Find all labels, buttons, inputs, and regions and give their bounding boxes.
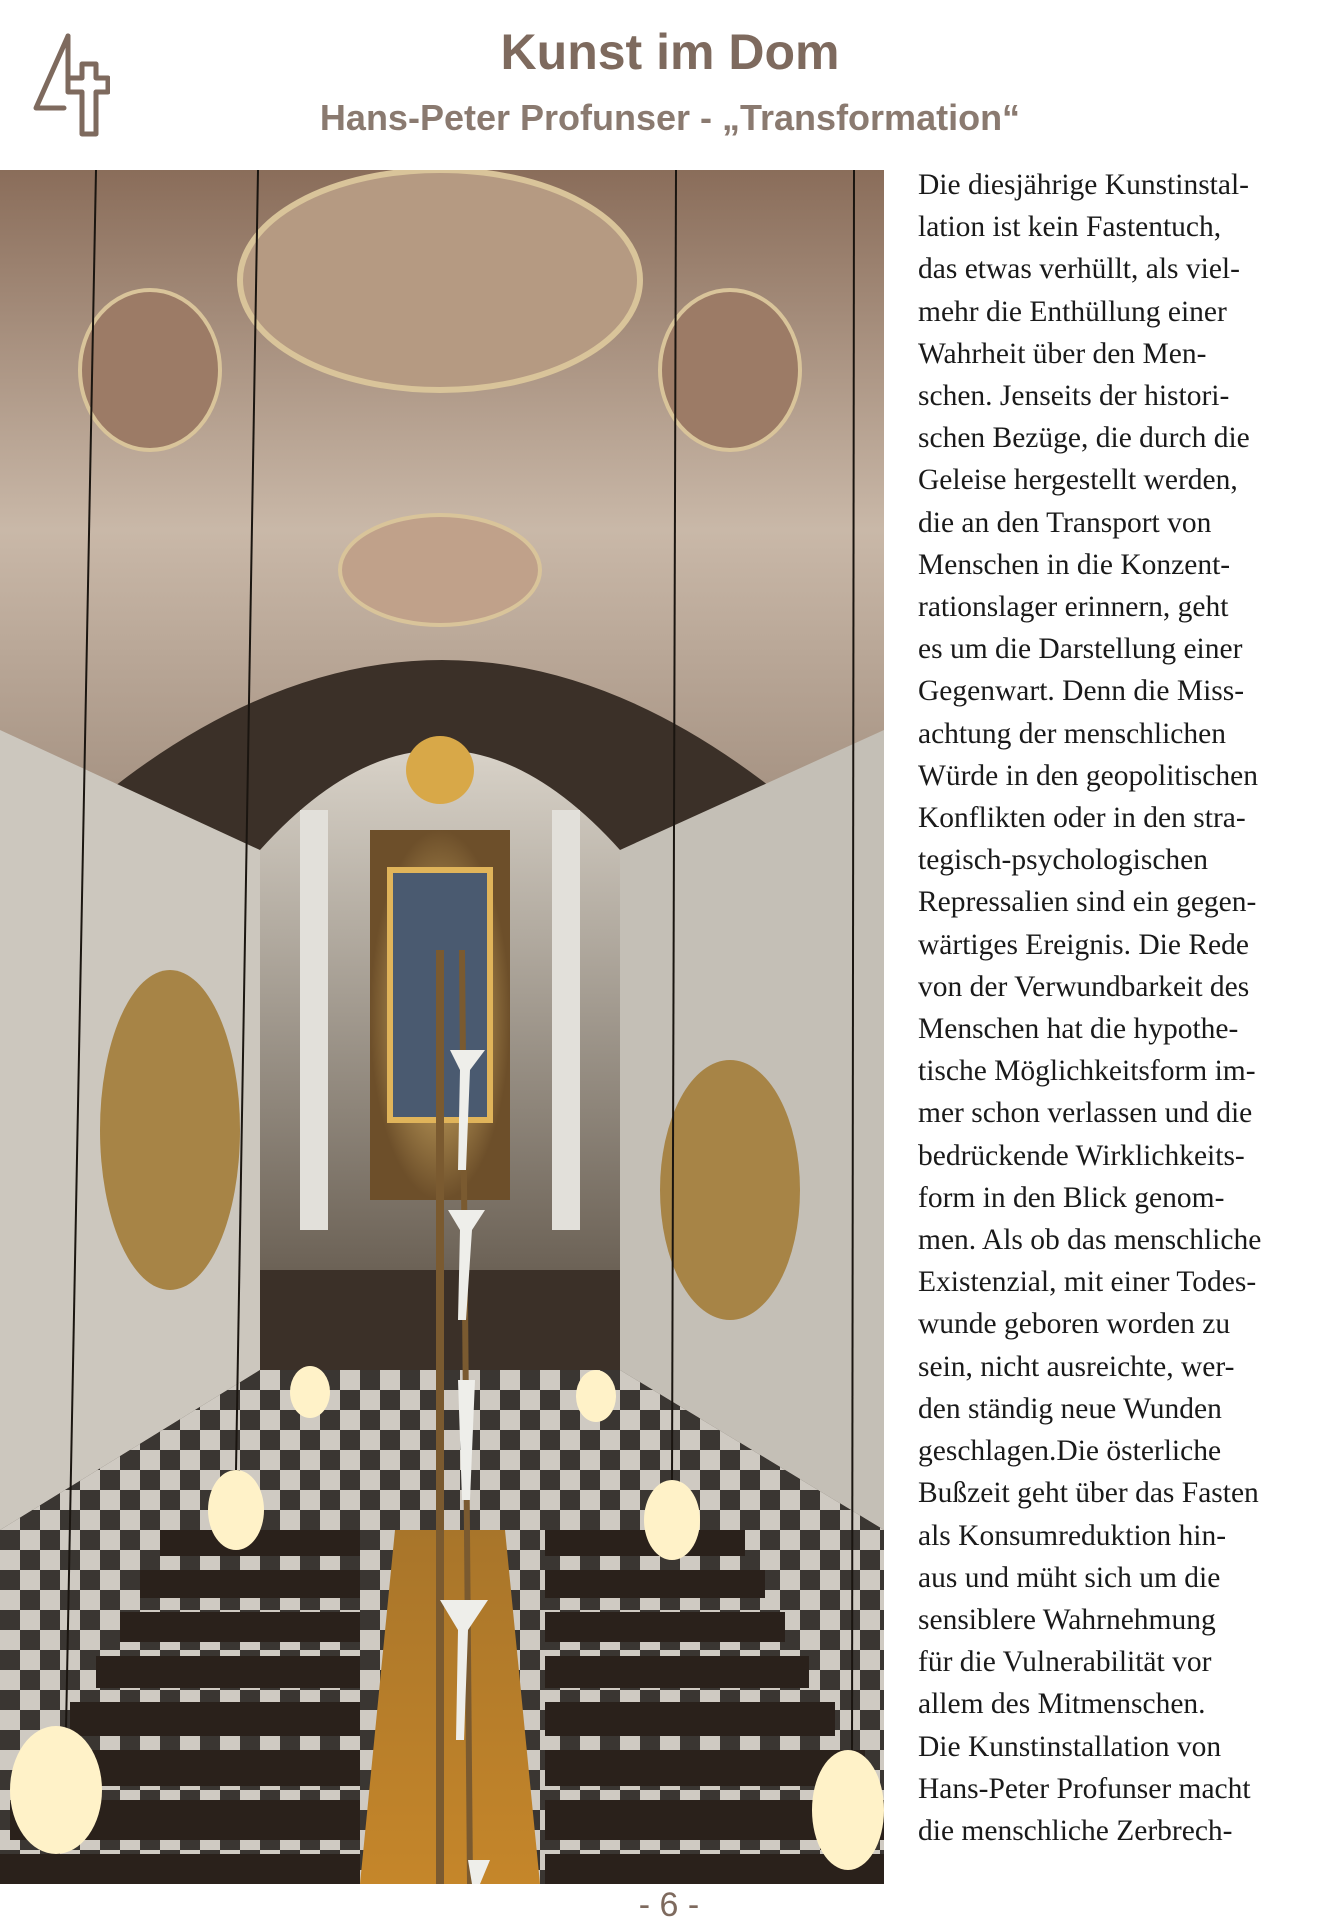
article-line: Existenzial, mit einer Todes-	[918, 1266, 1257, 1299]
article-line: sein, nicht ausreichte, wer-	[918, 1350, 1235, 1383]
article-line: Hans-Peter Profunser macht	[918, 1772, 1251, 1805]
article-line: Menschen hat die hypothe-	[918, 1013, 1239, 1046]
article-line: Repressalien sind ein gegen-	[918, 886, 1257, 919]
article-line: Bußzeit geht über das Fasten	[918, 1477, 1259, 1510]
article-line: mer schon verlassen und die	[918, 1097, 1253, 1130]
article-line: form in den Blick genom-	[918, 1181, 1225, 1214]
article-line: geschlagen.Die österliche	[918, 1435, 1222, 1468]
article-line: den ständig neue Wunden	[918, 1392, 1222, 1425]
article-line: Die diesjährige Kunstinstal-	[918, 169, 1249, 201]
page-number: - 6 -	[638, 1886, 700, 1924]
article-line: tegisch-psychologischen	[918, 844, 1209, 877]
article-line: das etwas verhüllt, als viel-	[918, 253, 1240, 286]
page-title: Kunst im Dom	[500, 24, 840, 80]
article-line: schen. Jenseits der histori-	[918, 380, 1230, 413]
number-four-cross-icon	[30, 30, 110, 140]
article-line: es um die Darstellung einer	[918, 633, 1243, 666]
article-line: Menschen in die Konzent-	[918, 548, 1231, 581]
article-body	[918, 164, 1328, 1852]
article-line: lation ist kein Fastentuch,	[918, 211, 1222, 244]
article-line: rationslager erinnern, geht	[918, 591, 1229, 624]
article-line: Konflikten oder in den stra-	[918, 802, 1246, 835]
article-line: für die Vulnerabilität vor	[918, 1646, 1212, 1679]
article-line: von der Verwundbarkeit des	[918, 970, 1250, 1003]
article-line: mehr die Enthüllung einer	[918, 295, 1227, 328]
article-line: allem des Mitmenschen.	[918, 1688, 1206, 1721]
article-line: men. Als ob das menschliche	[918, 1224, 1262, 1257]
article-line: schen Bezüge, die durch die	[918, 422, 1250, 455]
article-line: Wahrheit über den Men-	[918, 337, 1207, 370]
article-line: wunde geboren worden zu	[918, 1308, 1231, 1341]
article-line: Würde in den geopolitischen	[918, 759, 1258, 792]
article-line: tische Möglichkeitsform im-	[918, 1055, 1256, 1088]
article-line: die an den Transport von	[918, 506, 1212, 539]
article-line: Geleise hergestellt werden,	[918, 464, 1238, 497]
article-line: Die Kunstinstallation von	[918, 1730, 1222, 1763]
article-line: achtung der menschlichen	[918, 717, 1226, 750]
article-line: die menschliche Zerbrech-	[918, 1814, 1233, 1847]
article-line: aus und müht sich um die	[918, 1561, 1221, 1594]
article-line: sensiblere Wahrnehmung	[918, 1603, 1216, 1636]
article-line: Gegenwart. Denn die Miss-	[918, 675, 1245, 708]
article-line: bedrückende Wirklichkeits-	[918, 1139, 1245, 1172]
article-line: wärtiges Ereignis. Die Rede	[918, 928, 1249, 961]
church-interior-photo	[0, 170, 884, 1884]
page-subtitle: Hans-Peter Profunser - „Transformation“	[319, 97, 1021, 138]
article-line: als Konsumreduktion hin-	[918, 1519, 1227, 1552]
